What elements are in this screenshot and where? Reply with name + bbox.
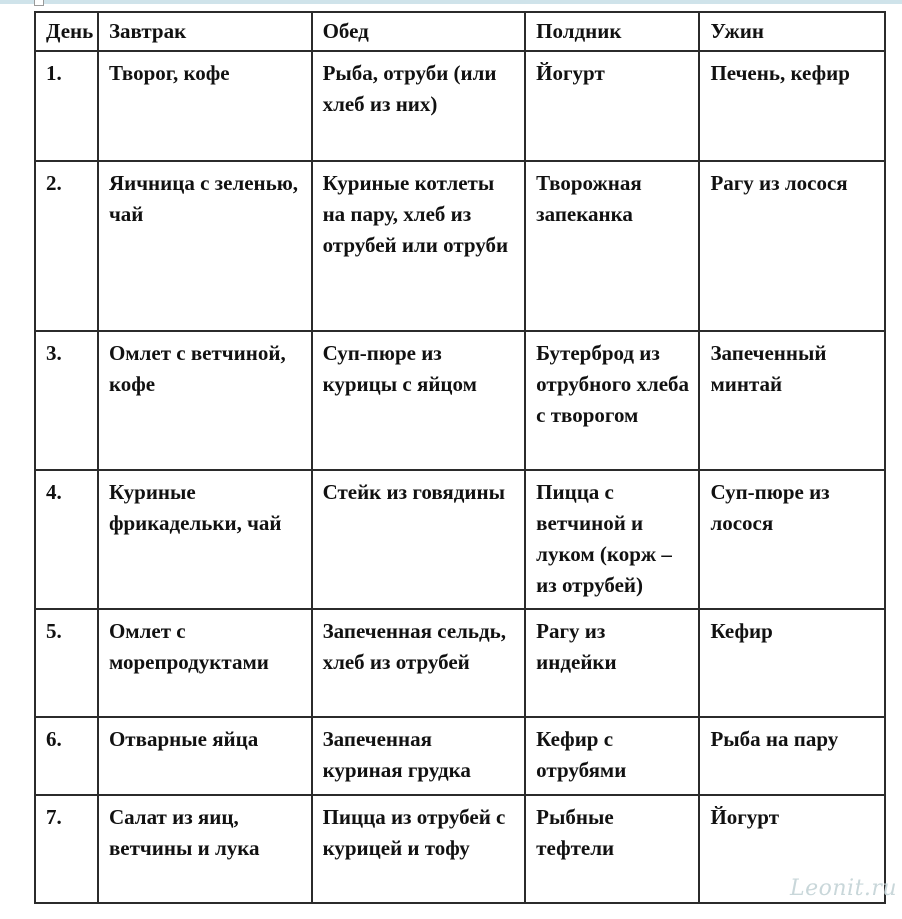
snack-cell: Рыбные тефтели bbox=[525, 795, 699, 903]
breakfast-cell: Отварные яйца bbox=[98, 717, 312, 795]
dinner-cell: Рагу из лосося bbox=[699, 161, 885, 331]
snack-cell: Рагу из индейки bbox=[525, 609, 699, 717]
snack-cell: Пицца с ветчиной и луком (корж – из отрубей) bbox=[525, 470, 699, 609]
meal-plan-table bbox=[34, 11, 886, 904]
day-cell: 6. bbox=[35, 717, 98, 795]
snack-cell: Йогурт bbox=[525, 51, 699, 161]
breakfast-cell: Творог, кофе bbox=[98, 51, 312, 161]
corner-marker bbox=[34, 0, 44, 6]
table-row bbox=[35, 470, 885, 609]
lunch-cell: Пицца из отрубей с курицей и тофу bbox=[312, 795, 526, 903]
lunch-cell: Рыба, отруби (или хлеб из них) bbox=[312, 51, 526, 161]
day-cell: 4. bbox=[35, 470, 98, 609]
dinner-cell: Рыба на пару bbox=[699, 717, 885, 795]
breakfast-cell: Куриные фрикадельки, чай bbox=[98, 470, 312, 609]
header-breakfast: Завтрак bbox=[98, 12, 312, 51]
lunch-cell: Запеченная куриная грудка bbox=[312, 717, 526, 795]
table-row bbox=[35, 161, 885, 331]
dinner-cell: Печень, кефир bbox=[699, 51, 885, 161]
lunch-cell: Суп-пюре из курицы с яйцом bbox=[312, 331, 526, 470]
table-row bbox=[35, 51, 885, 161]
breakfast-cell: Омлет с ветчиной, кофе bbox=[98, 331, 312, 470]
page-top-border bbox=[0, 0, 902, 4]
breakfast-cell: Омлет с морепродуктами bbox=[98, 609, 312, 717]
day-cell: 2. bbox=[35, 161, 98, 331]
breakfast-cell: Яичница с зеленью, чай bbox=[98, 161, 312, 331]
header-lunch: Обед bbox=[312, 12, 526, 51]
snack-cell: Кефир с отрубями bbox=[525, 717, 699, 795]
lunch-cell: Стейк из говядины bbox=[312, 470, 526, 609]
lunch-cell: Куриные котлеты на пару, хлеб из отрубей или отруби bbox=[312, 161, 526, 331]
day-cell: 1. bbox=[35, 51, 98, 161]
header-snack: Полдник bbox=[525, 12, 699, 51]
table-row bbox=[35, 717, 885, 795]
header-day: День bbox=[35, 12, 98, 51]
dinner-cell: Йогурт bbox=[699, 795, 885, 903]
header-row bbox=[35, 12, 885, 51]
dinner-cell: Кефир bbox=[699, 609, 885, 717]
breakfast-cell: Салат из яиц, ветчины и лука bbox=[98, 795, 312, 903]
day-cell: 3. bbox=[35, 331, 98, 470]
day-cell: 7. bbox=[35, 795, 98, 903]
site-watermark: Leonit.ru bbox=[790, 876, 898, 901]
table-row bbox=[35, 609, 885, 717]
table-row bbox=[35, 795, 885, 903]
day-cell: 5. bbox=[35, 609, 98, 717]
snack-cell: Творожная запеканка bbox=[525, 161, 699, 331]
dinner-cell: Запеченный минтай bbox=[699, 331, 885, 470]
snack-cell: Бутерброд из отрубного хлеба с творогом bbox=[525, 331, 699, 470]
dinner-cell: Суп-пюре из лосося bbox=[699, 470, 885, 609]
lunch-cell: Запеченная сельдь, хлеб из отрубей bbox=[312, 609, 526, 717]
header-dinner: Ужин bbox=[699, 12, 885, 51]
table-row bbox=[35, 331, 885, 470]
